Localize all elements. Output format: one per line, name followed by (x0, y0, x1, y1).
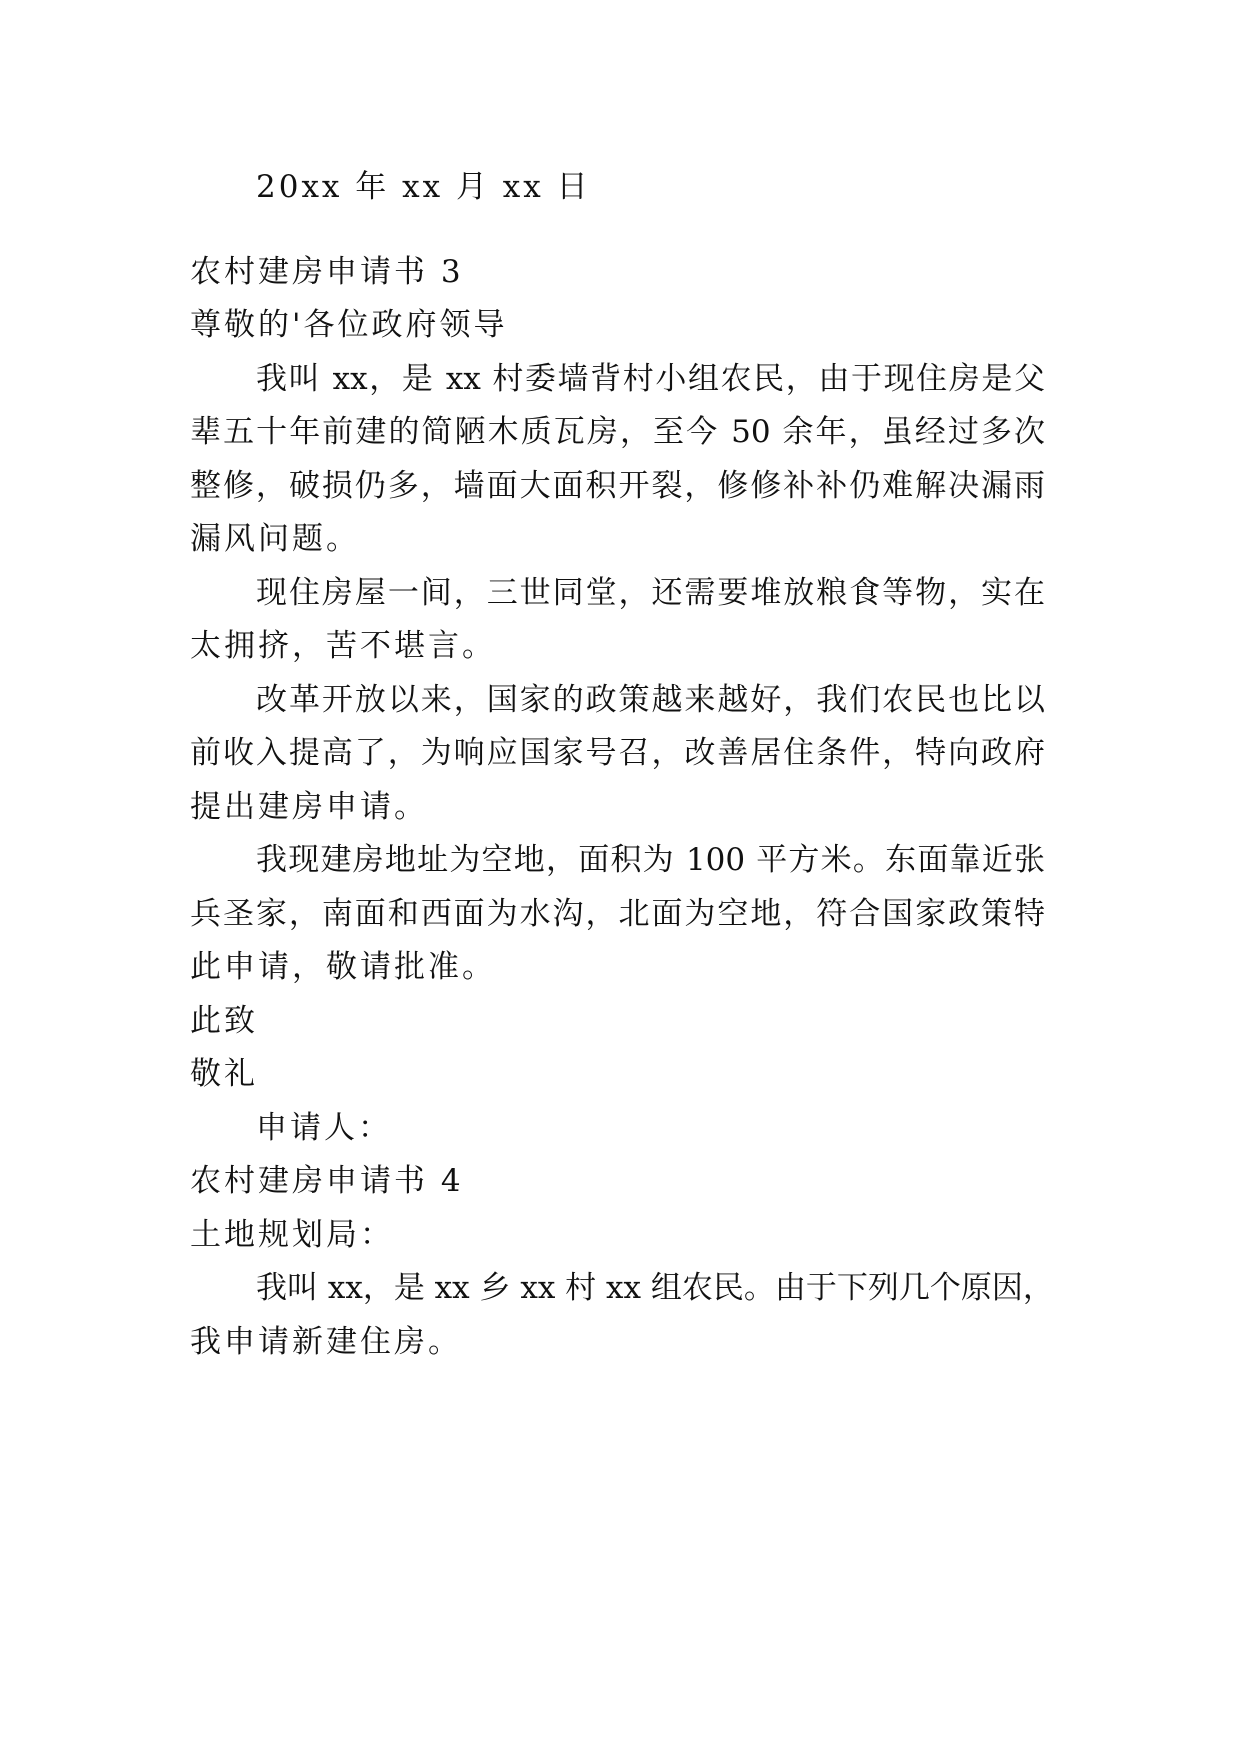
paragraph-line: 辈五十年前建的简陋木质瓦房，至今 50 余年，虽经过多次 (190, 414, 1045, 450)
paragraph-line: 整修，破损仍多，墙面大面积开裂，修修补补仍难解决漏雨 (190, 468, 1045, 504)
paragraph-line: 漏风问题。 (190, 521, 360, 557)
paragraph-line: 我现建房地址为空地，面积为 100 平方米。东面靠近张 (256, 842, 1045, 878)
paragraph-line: 兵圣家，南面和西面为水沟，北面为空地，符合国家政策特 (190, 896, 1045, 932)
paragraph-line: 此申请，敬请批准。 (190, 949, 496, 985)
paragraph-line: 我叫 xx，是 xx 乡 xx 村 xx 组农民。由于下列几个原因， (256, 1270, 1054, 1306)
applicant-label: 申请人： (256, 1110, 392, 1146)
paragraph-line: 改革开放以来，国家的政策越来越好，我们农民也比以 (256, 682, 1045, 718)
section-3-salutation: 尊敬的'各位政府领导 (190, 307, 508, 343)
section-4-addressee: 土地规划局： (190, 1217, 394, 1253)
paragraph-line: 现住房屋一间，三世同堂，还需要堆放粮食等物，实在 (256, 575, 1045, 611)
paragraph-line: 我申请新建住房。 (190, 1324, 462, 1360)
paragraph-line: 前收入提高了，为响应国家号召，改善居住条件，特向政府 (190, 735, 1045, 771)
paragraph-line: 我叫 xx，是 xx 村委墙背村小组农民，由于现住房是父 (256, 361, 1045, 397)
date-line: 20xx 年 xx 月 xx 日 (256, 169, 591, 205)
section-4-title: 农村建房申请书 4 (190, 1163, 464, 1199)
paragraph-line: 提出建房申请。 (190, 789, 428, 825)
section-3-title: 农村建房申请书 3 (190, 254, 464, 290)
closing-line: 此致 (190, 1003, 258, 1039)
paragraph-line: 太拥挤，苦不堪言。 (190, 628, 496, 664)
closing-line: 敬礼 (190, 1056, 258, 1092)
